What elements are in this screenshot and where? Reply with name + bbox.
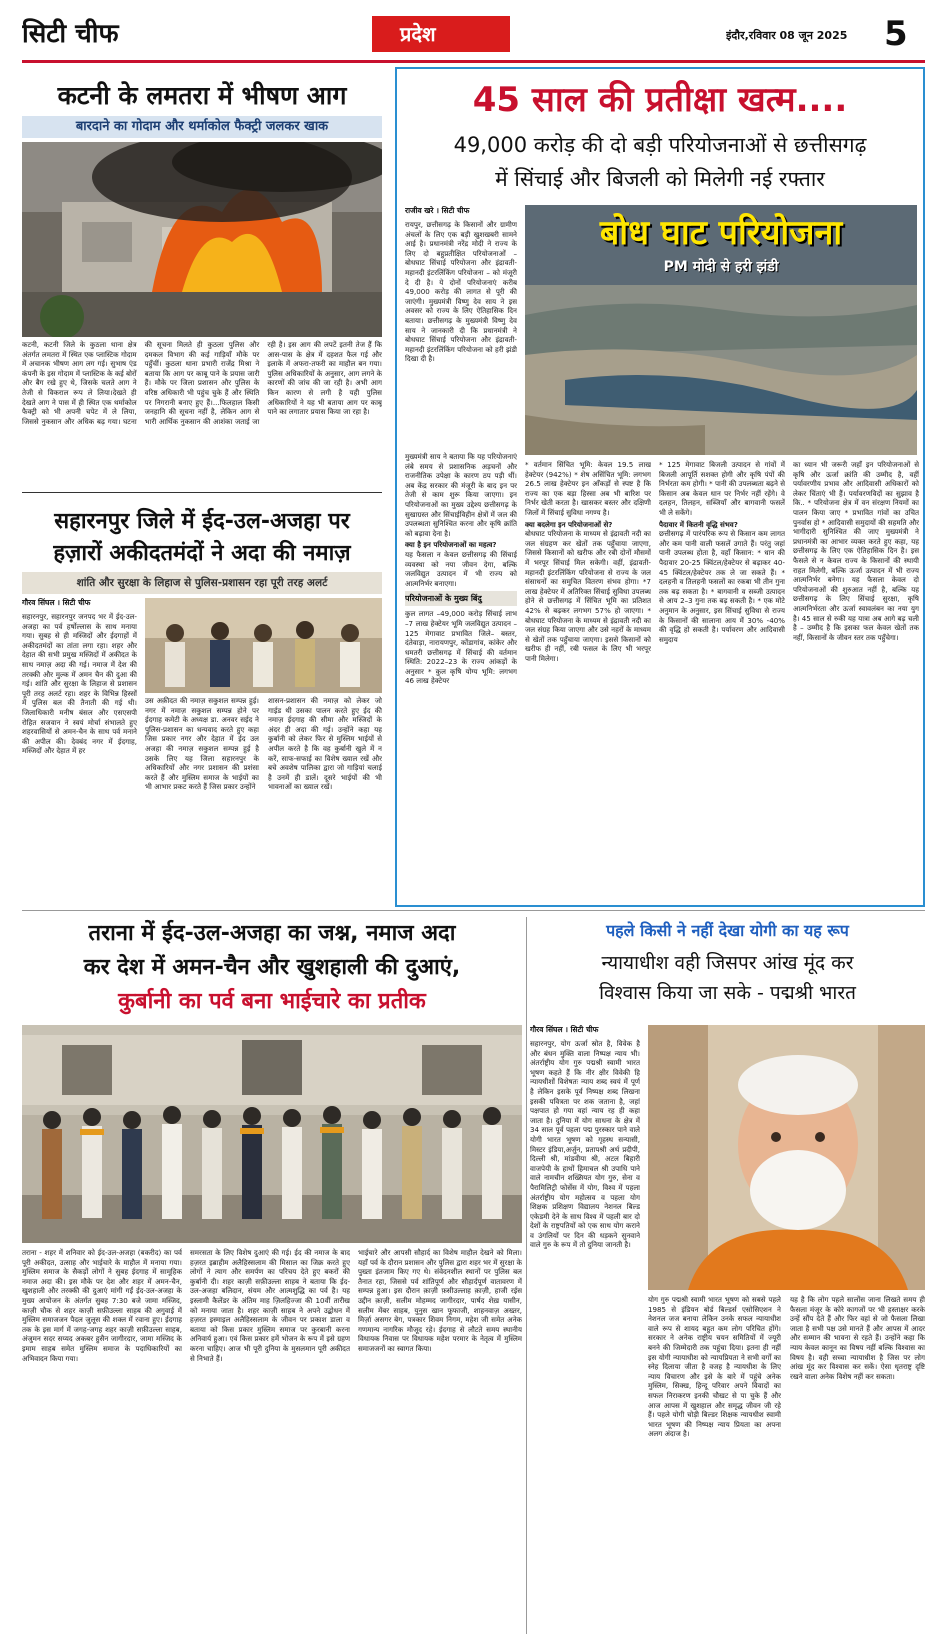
bodhghat-deck-2: में सिंचाई और बिजली को मिलेगी नई रफ्तार [495,167,825,191]
bodhghat-q2: क्या बदलेगा इन परियोजनाओं से? [525,519,613,529]
tarana-headline-3: कुर्बानी का पर्व बना भाईचारे का प्रतीक [118,989,426,1014]
bodhghat-banner [525,205,917,455]
tarana-col1: तराना - शहर में शनिवार को ईद-उल-अजहा (बकरीद) का पर्व पूरी अकीदत, उत्साह और भाईचारे के माहौल में मनाया गया। मुस्लिम समाज के सैकड़ों लोगों ने सुबह ईदगाह में सामूहिक नमाज अदा की। इस मौके पर देश और शहर में अमन-चैन, खुशहाली और तरक्की की दुआएं मांगी गईं ईद-उल-अजहा के मुख्य आयोजन के अंतर्गत सुबह 7:30 बजे जामा मस्जिद, काज़ी चौक से शहर काज़ी सफ़ीउल्ला साहब की अगुवाई में मुस्लिम समाजजन पैदल जुलूस की शक्ल में रवाना हुए। ईदगाह तक के इस मार्ग में जगह-जगह शहर काज़ी सफ़ीउल्ला साहब, अंजुमन सदर सय्यद अकबर हुसैन जागीरदार, जामा मस्जिद के इमाम साहब समेत मुस्लिम समाज के पदाधिकारियों का अभिवादन किया गया। [22,1248,182,1363]
saharanpur-col1: सहारनपुर, सहारनपुर जनपद भर में ईद-उल-अजहा का पर्व हर्षोल्लास के साथ मनाया गया। सुबह से ही मस्जिदों और ईदगाहों में अकीदतमंदों का तांता लगा रहा। शहर और देहात की सभी प्रमुख मस्जिदों में अकीदत के साथ नमाज़ अदा की गई। नमाज में देश की तरक्की और मुल्क में अमन चैन की दुआ की गई। शांति और सुरक्षा के लिहाज से प्रशासन पूरी तरह अलर्ट रहा। शहर के विभिन्न हिस्सों में पुलिस बल की तैनाती की गई थी। जिलाधिकारी मनीष बंसल और एसएसपी रोहित सजवान ने स्वयं मोर्चा संभालते हुए शहरवासियों से अमन-चैन के साथ पर्व मनाने की अपील की। देवबंद नगर में ईदगाह, मस्जिदों और देहात में हर [22,612,137,756]
points-title: परियोजनाओं के मुख्य बिंदु [405,594,482,604]
bodhghat-col1c-text: कुल लागत –49,000 करोड़ सिंचाई लाभ –7 लाख हेक्टेयर भूमि जलविद्युत उत्पादन –125 मेगावाट प्रभावित जिले– बस्तर, दंतेवाड़ा, नारायणपुर, कोंडागांव, कांकेर और धमतरी छत्तीसगढ़ में सिंचाई की वर्तमान स्थिति: 2022–23 के राज्य आंकड़ों के अनुसार * कुल कृषि योग्य भूमि: लगभग 46 लाख हेक्टेयर [405,609,517,686]
banner-title: बोध घाट परियोजना [599,213,843,253]
bodhghat-col4: का ध्यान भी जरूरी जहाँ इन परियोजनाओं से कृषि और ऊर्जा क्रांति की उम्मीद है, वहीं पर्यावरणीय प्रभाव और आदिवासी अधिकारों को लेकर चिंताएं भी हैं। पर्यावरणविदों का सुझाव है कि.. * परियोजना क्षेत्र में वन संरक्षण नियमों का पालन किया जाए * प्रभावित गांवों का उचित पुनर्वास हो * आदिवासी समुदायों की सहमति और भागीदारी सुनिश्चित की जाए मुख्यमंत्री ने प्रधानमंत्री का आभार व्यक्त करते हुए कहा, यह छत्तीसगढ़ के लिए एक ऐतिहासिक दिन है। इस फैसले से न केवल राज्य के किसानों की स्थायी राहत मिलेगी, बल्कि ऊर्जा उत्पादन में भी राज्य आत्मनिर्भर बनेगा। यह फैसला केवल दो परियोजनाओं की शुरुआत नहीं है, बल्कि यह छत्तीसगढ़ के लिए सिंचाई सुरक्षा, कृषि आत्मनिर्भरता और ऊर्जा स्वावलंबन का नया युग है। 45 साल से रुकी यह यात्रा अब आगे बढ़ चली है – उम्मीद है कि इसका फल केवल खेतों तक नहीं, किसानों के जीवन स्तर तक पहुँचेगा। [793,460,919,642]
saharanpur-subhead [22,572,382,594]
katni-headline: कटनी के लमतरा में भीषण आग [57,81,347,110]
saharanpur-subhead-text: शांति और सुरक्षा के लिहाज से पुलिस-प्रशासन रहा पूरी तरह अलर्ट [76,577,328,589]
bodhghat-headline: 45 साल की प्रतीक्षा खत्म.... [472,80,848,120]
masthead-logo: सिटी चीफ [22,19,119,49]
section-tab [372,16,510,52]
bodhghat-col3-text: * 125 मेगावाट बिजली उत्पादन से गांवों में बिजली आपूर्ति सशक्त होगी और कृषि पंपों की निर्भरता कम होगी। * पानी की उपलब्धता बढ़ने से किसान अब केवल धान पर निर्भर नहीं रहेंगे। वे दलहन, तिलहन, सब्जियाँ और बागवानी फसलें भी ले सकेंगे। [659,460,785,517]
yogi-col2: योग गुरु पद्मश्री स्वामी भारत भूषण को सबसे पहले 1985 से इंडियन बोर्ड बिल्डर्स एसोसिएशन ने नेशनल जज बनाया लेकिन उनके सफल न्यायाधीश वाले रूप से शायद बहुत कम लोग परिचित होंगे। सरकार ने अनेक राष्ट्रीय चयन समितियों में ज्यूरी बनने की जिम्मेदारी तक पहुंचा दिया। इतना ही नहीं इस योगी न्यायाधीश को न्यायप्रियता ने सभी वर्गों का स्नेह दिलाया जीता है वजह है न्यायधीश के लिए न्याय विचारण और इसे के बारे में पहुंचे अनेक मुस्लिम, सिक्ख, हिन्दू परिवार अपने विवादों का सफल निराकरण इनकी चौखट से पा चुके हैं और आज आपस में खुशहाल और समृद्ध जीवन जी रहे हैं। पहले योगी चोड़ी बिल्डर शिक्षक न्यायधीश स्वामी भारत भूषण की निष्पक्ष न्याय प्रियता का अपना अलग अंदाज है। [648,1295,781,1439]
bodhghat-col3 [659,460,785,902]
saharanpur-col2: उस अक़ीदत की नमाज़ सकुशल सम्पन्न हुई। नगर में नमाज़ सकुशल सम्पन्न होने पर ईदगाह कमेटी के अध्यक्ष डा. अनवर सईद ने पुलिस-प्रशासन का धन्यवाद करते हुए कहा जिस प्रकार नगर और देहात में ईद उल अजहा की नमाज़ सकुशल सम्पन्न हुई है उसके लिए यह जिला सहारनपुर के अधिकारियों और नगर प्रशासन की प्रशंसा करते हैं और मुस्लिम समाज के भाईयों का भी आभार प्रकट करते हैं जिस प्रकार उन्होंने [145,696,259,792]
bodhghat-col2 [525,460,651,902]
bodhghat-byline: राजीव खरे । सिटी चीफ [405,206,470,215]
yogi-col3: यह है कि लोग पहले सालोंस जाना लिखते समय ही फैसला मंजूर के कोरे कागजों पर भी हस्ताक्षर करके उन्हें सौंप देते हैं और फिर वहां से जो फैसला लिखा जाता है सभी पक्ष उसे मानते हैं और आपस में आदर और सम्मान की भावना से रहते हैं। उन्होंने कहा कि न्याय केवल कानून का विषय नहीं बल्कि विश्वास का विषय है। वही सच्चा न्यायाधीश है जिस पर लोग आंख मूंद कर विश्वास कर सकें। ऐसा धृतराष्ट्र दृष्टि रखने वाला अनेक विशेष नहीं कर सकता। [790,1295,925,1381]
column-rule [526,917,527,1634]
dateline: इंदौर,रविवार 08 जून 2025 [726,29,848,42]
katni-subhead [22,116,382,138]
tarana-headline-1: तराना में ईद-उल-अजहा का जश्न, नमाज अदा [88,921,456,946]
bodhghat-deck-1: 49,000 करोड़ की दो बड़ी परियोजनाओं से छत्तीसगढ़ [453,133,867,157]
tarana-group-photo [22,1025,522,1243]
masthead-rule [22,60,925,63]
yogi-byline: गौरव सिंघल । सिटी चीफ [530,1025,599,1034]
page-number: 5 [884,14,908,54]
bodhghat-q1: क्या है इन परियोजनाओं का महत्व? [405,540,497,550]
yogi-col1: सहारनपुर, योग ऊर्जा स्रोत है, विवेक है और बंधन मुक्ति वाला निष्पक्ष न्याय भी। अंतर्राष्ट्रीय योग गुरु पद्मश्री स्वामी भारत भूषण कहते हैं कि नीर क्षीर विवेकी हि न्यायधीशों विशेषतः न्याय शब्द स्वयं में पूर्ण है लेकिन इसके पूर्व निष्पक्ष शब्द लिखना इसकी पवित्रता पर शक जताना है, जहां पक्षपात हो गया वहां न्याय रह ही कहा जाता है। दुनिया में योग साधना के क्षेत्र में 34 साल पूर्व पहला पद्म पुरस्कार पाने वाले योगी भारत भूषण को गृहस्थ सन्यासी, मिस्टर इंडिया,अर्जुन, प्रतापश्री अर्थ प्रदीपी, दिल्ली श्री, मांडवीया श्री, अटल बिहारी वाजपेयी के हाथों हिमाचल श्री उपाधि पाने वाले नामचीन शख्सियत योग गुरु, सेना व पैरामिलिट्री फोर्सेस में योग, विश्व में पहला अंतर्राष्ट्रीय योग महोत्सव व पहला योग शिक्षक प्रशिक्षण विद्यालय नेशनल बिल्ड एकेडमी देने के साथ विश्व में पहली बार दो देशों के राष्ट्रपतियों को एक साथ योग कराने व उंगलियों पर दिन की धड़कने सुनवाने वाले गुरु के रूप में तो दुनिया जानती है। [530,1039,640,1250]
tarana-headline-2: कर देश में अमन-चैन और खुशहाली की दुआएं, [83,955,461,980]
section-label: प्रदेश [400,22,436,46]
katni-body: कटनी, कटनी जिले के कुठला थाना क्षेत्र अंतर्गत लमतरा में स्थित एक प्लास्टिक गोदाम में अचानक भीषण आग लग गई। सुभाष एंड कंपनी के इस गोदाम में प्लास्टिक के कई बोरों और बैग रखे हुए थे, जिसके चलते आग ने तेजी से विकराल रूप ले लिया।देखते ही देखते आग ने पास में ही स्थित एक थर्माकोल फैक्ट्री को भी अपनी चपेट में ले लिया, जिससे नुकसान और अधिक बढ़ गया। घटना की सूचना मिलते ही कुठला पुलिस और दमकल विभाग की कई गाड़ियाँ मौके पर पहुँचीं। कुठला थाना प्रभारी राजेंद्र मिश्रा ने बताया कि आग पर काबू पाने के प्रयास जारी हैं। मौके पर जिला प्रशासन और पुलिस के वरिष्ठ अधिकारी भी पहुंच चुके हैं और स्थिति पर निगरानी बनाए हुए हैं।...फिलहाल किसी जनहानि की सूचना नहीं है, लेकिन आग से भारी आर्थिक नुकसान की आशंका जताई जा रही है। इस आग की लपटें इतनी तेज हैं कि आस-पास के क्षेत्र में दहशत फैल गई और इलाके में अफरा-तफरी का माहौल बन गया।पुलिस अधिकारियों के अनुसार, आग लगने के कारणों की जांच की जा रही है। अभी आग किन कारण से लगी है यही पुलिस अधिकारियों ने यह भी बताया आग पर काबू पाने का लगातार प्रयास किया जा रहा है। [22,340,382,426]
bodhghat-col3b-text: छत्तीसगढ़ में पारंपरिक रूप से किसान कम लागत और कम पानी वाली फसलें उगाते हैं। परंतु जहां पानी उपलब्ध होता है, वहाँ किसान: * धान की पैदावार 20-25 क्विंटल/हेक्टेयर से बढ़ाकर 40-45 क्विंटल/हेक्टेयर तक ले जा सकते हैं। * दलहनी व तिलहनी फसलों का रकबा भी तीन गुना तक बढ़ सकता है। * बागवानी व सब्जी उत्पादन से आय 2–3 गुना तक बढ़ सकती है। * एक मोटे अनुमान के अनुसार, इस सिंचाई सुविधा से राज्य के किसानों की सालाना आय में 30% -40% की वृद्धि हो सकती है। पर्यावरण और आदिवासी समुदाय [659,529,785,644]
divider [22,492,382,493]
points-title-box [405,591,517,606]
bodhghat-col1 [405,452,517,902]
katni-subhead-text: बारदाने का गोदाम और थर्माकोल फैक्ट्री जलकर खाक [75,119,329,134]
bodhghat-col1b-text: यह फैसला न केवल छत्तीसगढ़ की सिंचाई व्यवस्था को नया जीवन देगा, बल्कि जलविद्युत उत्पादन में भी राज्य को आत्मनिर्भर बनाएगा। [405,549,517,588]
fire-photo [22,142,382,337]
yogi-portrait [648,1025,925,1290]
bodhghat-col1-text: मुख्यमंत्री साय ने बताया कि यह परियोजनाएं लंबे समय से प्रशासनिक अड़चनों और राजनीतिक उपेक्षा के कारण ठप पड़ी थीं। अब केंद्र सरकार की मंजूरी के बाद इन पर तेजी से काम शुरू किया जाएगा। इन परियोजनाओं का मुख्य उद्देश्य छत्तीसगढ़ के सुखाग्रस्त और सिंचाईविहीन क्षेत्रों में जल की उपलब्धता सुनिश्चित करना और कृषि क्रांति को बढ़ावा देना है। [405,452,517,538]
bodhghat-col2b-text: बोधघाट परियोजना के माध्यम से इंद्रावती नदी का जल संग्रहण कर खेतों तक पहुँचाया जाएगा, जिससे किसानों को खरीफ और रबी दोनों मौसमों में भरपूर सिंचाई मिल सकेगी। वहीं, इंद्रावती-महानदी इंटरलिंकिंग परियोजना से राज्य के जल संसाधनों का समुचित वितरण संभव होगा। *7 लाख हेक्टेयर में अतिरिक्त सिंचाई सुविधा उपलब्ध होने से छत्तीसगढ़ में सिंचित भूमि का प्रतिशत 42% से बढ़कर लगभग 57% हो जाएगा। * बोधघाट परियोजना के माध्यम से इंद्रावती नदी का जल संग्रह किया जाएगा और उसे नहरों के माध्यम से खेतों तक पहुँचाया जाएगा। इससे किसानों को खरीफ ही नहीं, रबी फसल के लिए भी भरपूर पानी मिलेगा। [525,529,651,663]
saharanpur-col3: शासन-प्रशासन की नमाज़ को लेकर जो गाईड थी उसका पालन करते हुए ईद की नमाज़ ईदगाह की सीमा और मस्जिदों के अंदर ही अदा की गई। उन्होंने कहा यह कुर्बानी को लेकर फिर से मुस्लिम भाईयों से अपील करते है कि वह कुर्बानी खुले में न करें, साफ-सफाई का विशेष ख्याल रखें और बचे अवशेष पालिका द्वारा जो गाड़ियां चलाई है उनमें ही डालें। दूसरे भाईयों की भी भावनाओं का ख्याल रखें। [268,696,382,792]
saharanpur-headline-1: सहारनपुर जिले में ईद-उल-अजहा पर [54,509,350,534]
banner-subtitle: PM मोदी से हरी झंडी [663,259,779,275]
yogi-kicker: पहले किसी ने नहीं देखा योगी का यह रूप [606,921,849,940]
yogi-headline-1: न्यायाधीश वही जिसपर आंख मूंद कर [601,952,854,974]
saharanpur-headline-2: हज़ारों अकीदतमंदों ने अदा की नमाज़ [53,541,351,566]
section-rule [22,910,925,911]
bodhghat-intro: रायपुर, छत्तीसगढ़ के किसानों और ग्रामीण अंचलों के लिए एक बड़ी खुशखबरी सामने आई है। प्रधानमंत्री नरेंद्र मोदी ने राज्य के लिए दो बहुप्रतीक्षित परियोजनाओं – बोधघाट सिंचाई परियोजना और इंद्रावती-महानदी इंटरलिंकिंग परियोजना – को मंजूरी दे दी है। ये दोनों परियोजनाएं करीब 49,000 करोड़ की लागत से पूरी की जाएंगी। मुख्यमंत्री विष्णु देव साय ने इस अवसर को राज्य के लिए ऐतिहासिक दिन बताया। छत्तीसगढ़ के मुख्यमंत्री विष्णु देव साय ने जानकारी दी कि प्रधानमंत्री ने बोधघाट सिंचाई परियोजना और इंद्रावती-महानदी इंटरलिंकिंग परियोजना को हरी झंडी दिखा दी है। [405,220,517,364]
namaz-photo [145,598,382,693]
bodhghat-col2-text: * वर्तमान सिंचित भूमि: केवल 19.5 लाख हेक्टेयर (942%) * शेष असिंचित भूमि: लगभग 26.5 लाख हेक्टेयर इन आँकड़ों से स्पष्ट है कि राज्य का एक बड़ा हिस्सा अब भी बारिश पर निर्भर खेती करता है। खासकर बस्तर और दक्षिणी जिलों में सिंचाई सुविधा नगण्य है। [525,460,651,517]
saharanpur-byline: गौरव सिंघल । सिटी चीफ [22,598,91,607]
masthead [0,0,945,60]
tarana-col2: समरसता के लिए विशेष दुआएं की गई। ईद की नमाज के बाद हज़रत इब्राहीम अलैहिस्सलाम की मिसाल का जिक्र करते हुए लोगों ने त्याग और समर्पण का परिचय देते हुए बकरों की कुर्बानी दी। शहर काज़ी सफ़ीउल्ला साहब ने बताया कि ईद-उल-अजहा बलिदान, संयम और आत्मशुद्धि का पर्व है। यह इस्लामी कैलेंडर के अंतिम माह ज़िलहिज्जा की 10वीं तारीख को मनाया जाता है। शहर काज़ी साहब ने अपने उद्बोधन में हज़रत इस्माइल अलैहिस्सलाम के जीवन पर प्रकाश डाला व बताया को किस प्रकार मुस्लिम समाज पर कुरबानी करना अनिवार्य हुआ। एवं किस प्रकार हमें भोजन के रूप में इसे ग्रहण करना चाहिए। आज भी पूरी दुनिया के मुसलमान पूरी अकीदत से निभाते हैं। [190,1248,350,1363]
bodhghat-q3: पैदावार में कितनी वृद्धि संभव? [659,519,738,529]
yogi-headline-2: विश्वास किया जा सके - पद्मश्री भारत [599,982,856,1004]
tarana-col3: भाईचारे और आपसी सौहार्द का विशेष माहौल देखने को मिला। यहाँ पर्व के दौरान प्रशासन और पुलिस द्वारा शहर भर में सुरक्षा के पुख्ता इंतजाम किए गए थे। संवेदनशील स्थानों पर पुलिस बल तैनात रहा, जिससे पर्व शांतिपूर्ण और सौहार्दपूर्ण वातावरण में सम्पन्न हुआ। इस दौरान क़ाज़ी फ़सीउल्लाह क़ाज़ी, हाजी रईस उद्दीन क़ाज़ी, सलीम मोहम्मद जागीरदार, पार्षद शेख़ यासीन, सलीम मेंबर साहब, युनुस खान फूफाजी, शाहनवाज़ अख्तर, मिर्ज़ा असगर बेग, पत्रकार शिवम निगम, महेश जी समेत अनेक गणमान्य नागरिक मौजूद रहे। ईदगाह से लौटते समय स्थानीय विधायक निवास पर विधायक महेश परमार के नेतृत्व में मुस्लिम समाजजनों का स्वागत किया। [358,1248,522,1353]
